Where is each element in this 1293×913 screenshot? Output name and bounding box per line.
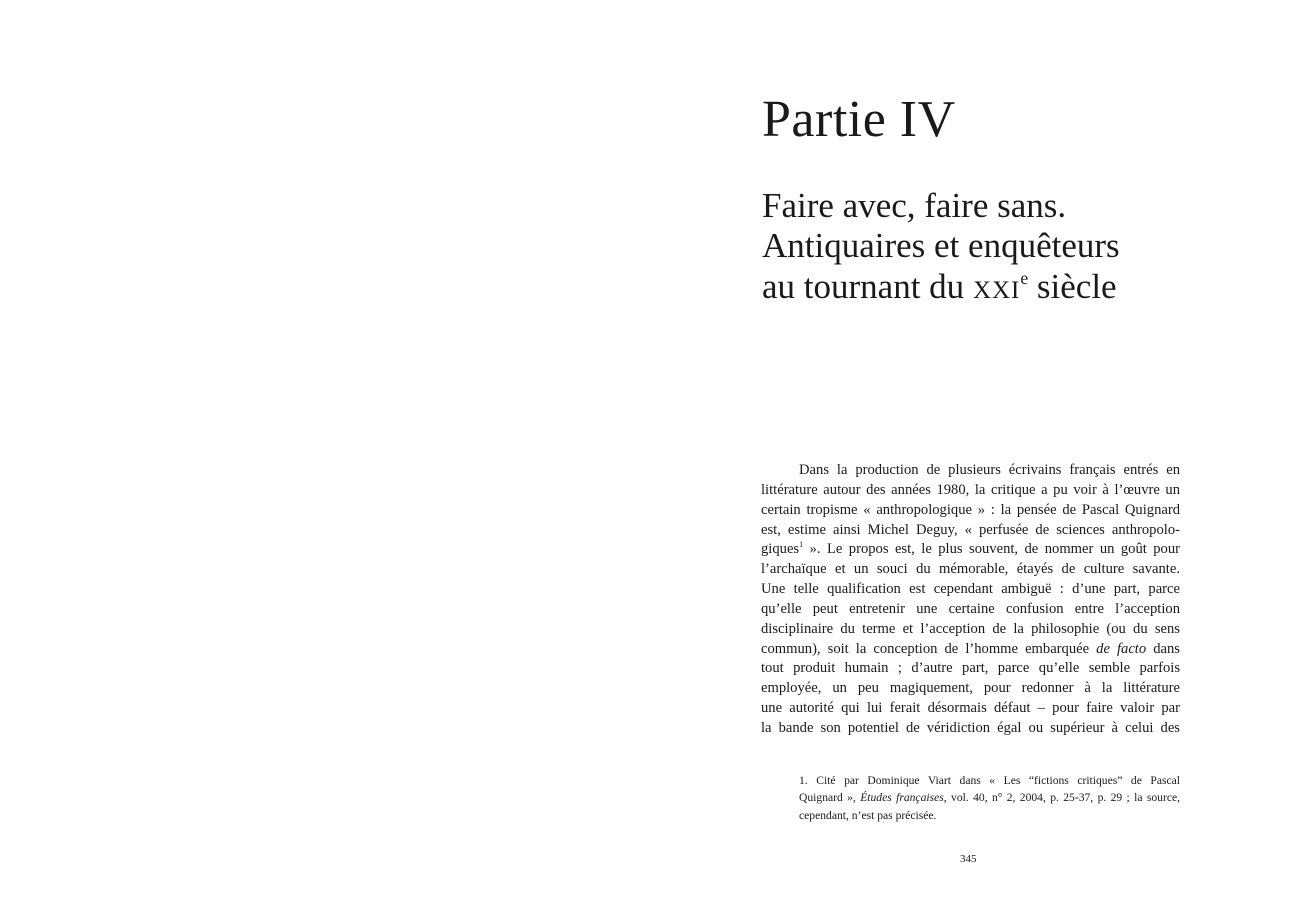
- footnote-line-2-a: Quignard »,: [799, 791, 861, 805]
- body-line: [761, 540, 1180, 560]
- footnote-journal-title: Études françaises: [860, 791, 944, 805]
- subtitle-line-3-prefix: au tournant du: [762, 267, 973, 306]
- footnote-line-2-b: , vol. 40, n° 2, 2004, p. 25-37, p. 29 ; la source,: [943, 791, 1181, 805]
- subtitle-line-2: Antiquaires et enquêteurs: [762, 226, 1120, 265]
- body-line-part: commun), soit la conception de l’homme embarquée: [761, 640, 1097, 657]
- subtitle-century-sup: e: [1020, 268, 1029, 288]
- body-line: Une telle qualification est cependant ambiguë : d’une part, parce: [761, 581, 1180, 598]
- body-line: la bande son potentiel de véridiction égal ou supérieur à celui des: [761, 719, 1180, 736]
- subtitle-line-3-suffix: siècle: [1028, 267, 1117, 306]
- page-number: 345: [960, 853, 977, 865]
- body-paragraph: [761, 461, 1180, 739]
- footnote-line-3: cependant, n’est pas précisée.: [799, 808, 937, 822]
- body-line: [761, 640, 1180, 660]
- footnote-line-1: 1. Cité par Dominique Viart dans « Les “fictions critiques” de Pascal: [799, 774, 1180, 787]
- right-page: [646, 0, 1293, 913]
- body-line-part: dans: [1146, 640, 1180, 657]
- body-line: disciplinaire du terme et l’acception de la philosophie (ou du sens: [761, 620, 1180, 637]
- part-title: Partie IV: [762, 91, 956, 148]
- body-line: une autorité qui lui ferait désormais défaut – pour faire valoir par: [761, 700, 1180, 717]
- italic-de-facto: de facto: [1096, 640, 1147, 657]
- left-page-blank: [0, 0, 646, 913]
- footnote-reference[interactable]: 1: [799, 540, 804, 550]
- body-line: certain tropisme « anthropologique » : la pensée de Pascal Quignard: [761, 501, 1180, 518]
- body-line: littérature autour des années 1980, la critique a pu voir à l’œuvre un: [761, 481, 1180, 498]
- subtitle-line-1: Faire avec, faire sans.: [762, 186, 1067, 225]
- body-line: employée, un peu magiquement, pour redonner à la littérature: [761, 680, 1180, 697]
- chapter-subtitle: [762, 186, 1202, 307]
- body-line: est, estime ainsi Michel Deguy, « perfusée de sciences anthropolo-: [761, 521, 1180, 538]
- body-line: Dans la production de plusieurs écrivains français entrés en: [799, 462, 1180, 478]
- footnote-line-2: [799, 789, 1180, 806]
- body-line: l’archaïque et un souci du mémorable, étayés de culture savante.: [761, 561, 1180, 578]
- body-line: qu’elle peut entretenir une certaine confusion entre l’acception: [761, 600, 1180, 617]
- footnote: [799, 772, 1180, 824]
- subtitle-line-3: [762, 266, 1202, 307]
- body-line-part: giques: [761, 541, 800, 558]
- subtitle-century: xxi: [972, 266, 1021, 306]
- body-line: tout produit humain ; d’autre part, parce qu’elle semble parfois: [761, 660, 1180, 677]
- body-line-part: ». Le propos est, le plus souvent, de nommer un goût pour: [803, 541, 1180, 558]
